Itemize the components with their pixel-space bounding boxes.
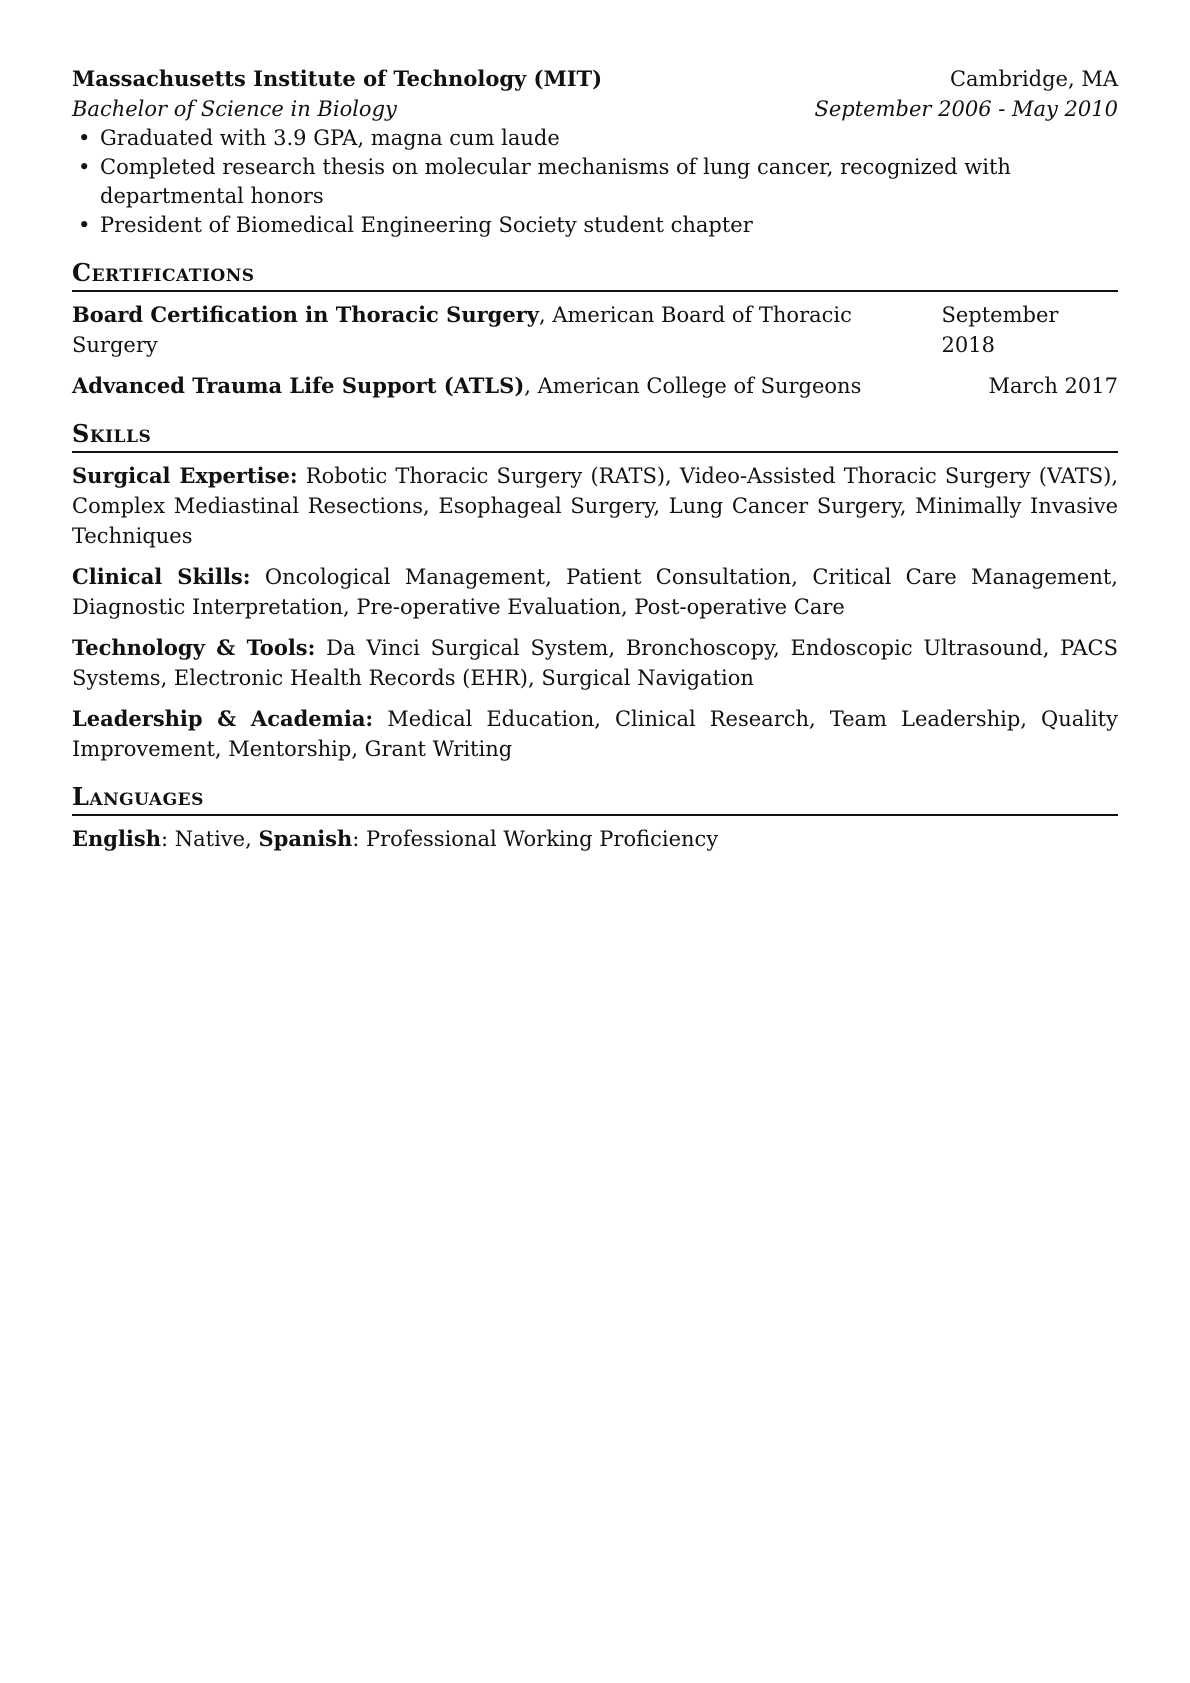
- skill-label: Technology & Tools:: [72, 635, 316, 660]
- list-item: • Graduated with 3.9 GPA, magna cum laude: [72, 124, 1118, 153]
- resume-page: [72, 64, 1118, 854]
- school-name: Massachusetts Institute of Technology (MIT): [72, 66, 603, 91]
- education-degree-row: [72, 94, 1118, 124]
- language-name: Spanish: [258, 826, 353, 851]
- certification-date: September 2018: [941, 303, 1059, 357]
- language-name: English: [72, 826, 162, 851]
- certification-issuer: , American Board of Thoracic Surgery: [72, 303, 852, 357]
- education-bullets: [72, 124, 1118, 240]
- education-dates: September 2006 - May 2010: [814, 97, 1118, 121]
- school-location: Cambridge, MA: [949, 67, 1118, 91]
- education-entry: [72, 64, 1118, 240]
- certifications-section: [72, 258, 1118, 401]
- languages-heading: Languages: [72, 782, 1118, 816]
- skills-heading: Skills: [72, 419, 1118, 453]
- certification-name: Advanced Trauma Life Support (ATLS): [72, 373, 525, 398]
- skills-section: [72, 419, 1118, 764]
- language-level: : Professional Working Proficiency: [352, 827, 719, 851]
- certification-date: March 2017: [988, 374, 1118, 398]
- language-level: : Native,: [161, 827, 259, 851]
- skill-item: [72, 562, 1118, 622]
- certification-name: Board Certification in Thoracic Surgery: [72, 302, 539, 327]
- skill-text: Oncological Management, Patient Consultation, Critical Care Management, Diagnostic Interpretation, Pre-operative Evaluation, Post-operative Care: [72, 565, 1118, 619]
- list-item: • Completed research thesis on molecular mechanisms of lung cancer, recognized with departmental honors: [72, 153, 1118, 211]
- certification-issuer: , American College of Surgeons: [524, 374, 862, 398]
- skill-label: Surgical Expertise:: [72, 463, 298, 488]
- education-header-row: [72, 64, 1118, 94]
- skill-text: Medical Education, Clinical Research, Team Leadership, Quality Improvement, Mentorship, Grant Writing: [72, 707, 1118, 761]
- skill-item: [72, 461, 1118, 551]
- languages-line: [72, 824, 1118, 854]
- certifications-heading: Certifications: [72, 258, 1118, 292]
- skill-label: Leadership & Academia:: [72, 706, 374, 731]
- certification-item: [72, 300, 1118, 360]
- certification-item: [72, 371, 1118, 401]
- languages-section: [72, 782, 1118, 854]
- skill-item: [72, 633, 1118, 693]
- skill-label: Clinical Skills:: [72, 564, 251, 589]
- skill-text: Da Vinci Surgical System, Bronchoscopy, Endoscopic Ultrasound, PACS Systems, Electronic Health Records (EHR), Surgical Navigation: [72, 636, 1118, 690]
- skill-text: Robotic Thoracic Surgery (RATS), Video-Assisted Thoracic Surgery (VATS), Complex Mediastinal Resections, Esophageal Surgery, Lung Cancer Surgery, Minimally Invasive Techniques: [72, 464, 1118, 548]
- degree: Bachelor of Science in Biology: [72, 97, 397, 121]
- skill-item: [72, 704, 1118, 764]
- list-item: • President of Biomedical Engineering Society student chapter: [72, 211, 1118, 240]
